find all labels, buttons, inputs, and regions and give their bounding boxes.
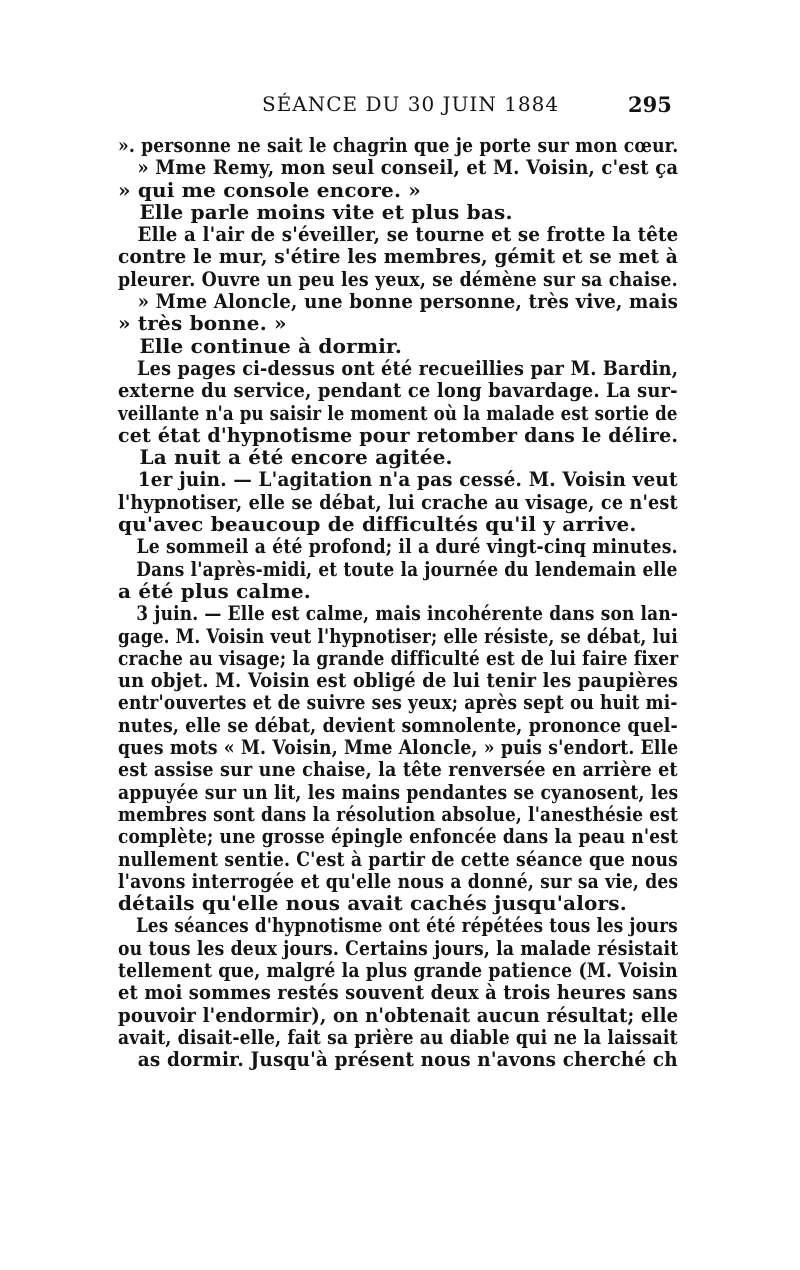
text-line: » très bonne. » [118, 311, 287, 336]
text-line: a été plus calme. [118, 578, 311, 603]
text-line: externe du service, pendant ce long bavardage. La sur- [118, 378, 678, 403]
text-line: 1er juin. — L'agitation n'a pas cessé. M. Voisin veut [118, 467, 678, 492]
text-line: Dans l'après-midi, et toute la journée du lendemain elle [118, 556, 678, 581]
text-line: La nuit a été encore agitée. [118, 445, 453, 470]
text-line: ». personne ne sait le chagrin que je porte sur mon cœur. [118, 133, 679, 157]
text-line: ques mots « M. Voisin, Mme Aloncle, » puis s'endort. Elle [118, 735, 679, 760]
text-line: Le sommeil a été profond; il a duré vingt-cinq minutes. [118, 534, 678, 559]
text-line: as dormir. Jusqu'à présent nous n'avons cherché ch [118, 1047, 678, 1072]
page-header [0, 92, 800, 132]
body-text [118, 134, 678, 1070]
text-line: est assise sur une chaise, la tête renversée en arrière et [118, 757, 678, 782]
text-line: tellement que, malgré la plus grande patience (M. Voisin [118, 957, 678, 982]
text-line: un objet. M. Voisin est obligé de lui tenir les paupières [118, 668, 679, 693]
text-line: veillante n'a pu saisir le moment où la malade est sortie de [118, 400, 678, 425]
text-line: nullement sentie. C'est à partir de cette séance que nous [118, 846, 678, 871]
text-line: membres sont dans la résolution absolue, l'anesthésie est [118, 801, 678, 826]
text-line: avait, disait-elle, fait sa prière au diable qui ne la laissait [118, 1024, 678, 1049]
text-line: complète; une grosse épingle enfoncée dans la peau n'est [118, 824, 679, 849]
text-line: » qui me console encore. » [118, 177, 422, 202]
text-line: Les pages ci-dessus ont été recueillies par M. Bardin, [118, 355, 679, 380]
text-line: contre le mur, s'étire les membres, gémit et se met à [118, 244, 678, 269]
text-line: entr'ouvertes et de suivre ses yeux; après sept ou huit mi- [118, 690, 678, 715]
text-line: » Mme Aloncle, une bonne personne, très vive, mais [118, 289, 679, 314]
text-line: l'hypnotiser, elle se débat, lui crache au visage, ce n'est [118, 489, 678, 514]
text-line: nutes, elle se débat, devient somnolente, prononce quel- [118, 712, 678, 737]
text-line: qu'avec beaucoup de difficultés qu'il y arrive. [118, 512, 637, 537]
text-line: détails qu'elle nous avait cachés jusqu'alors. [118, 891, 627, 916]
text-line: pouvoir l'endormir), on n'obtenait aucun résultat; elle [118, 1002, 679, 1027]
text-line: l'avons interrogée et qu'elle nous a donné, sur sa vie, des [118, 868, 679, 893]
text-line: crache au visage; la grande difficulté est de lui faire fixer [118, 645, 679, 670]
text-line: Elle a l'air de s'éveiller, se tourne et se frotte la tête [118, 222, 679, 247]
text-line: 3 juin. — Elle est calme, mais incohérente dans son lan- [118, 601, 679, 626]
running-head: SÉANCE DU 30 JUIN 1884 [262, 92, 560, 116]
text-line: gage. M. Voisin veut l'hypnotiser; elle résiste, se débat, lui [118, 623, 678, 648]
text-line: » Mme Remy, mon seul conseil, et M. Voisin, c'est ça [118, 155, 679, 180]
text-line: Les séances d'hypnotisme ont été répétées tous les jours [118, 913, 678, 938]
text-line: appuyée sur un lit, les mains pendantes se cyanosent, les [118, 779, 679, 804]
text-line: et moi sommes restés souvent deux à trois heures sans [118, 980, 678, 1005]
page-number: 295 [628, 92, 672, 117]
text-line: Elle parle moins vite et plus bas. [118, 199, 513, 224]
text-line: ou tous les deux jours. Certains jours, la malade résistait [118, 935, 679, 960]
text-line: pleurer. Ouvre un peu les yeux, se démène sur sa chaise. [118, 266, 678, 291]
text-line: cet état d'hypnotisme pour retomber dans le délire. [118, 422, 679, 447]
text-line: Elle continue à dormir. [118, 333, 403, 358]
